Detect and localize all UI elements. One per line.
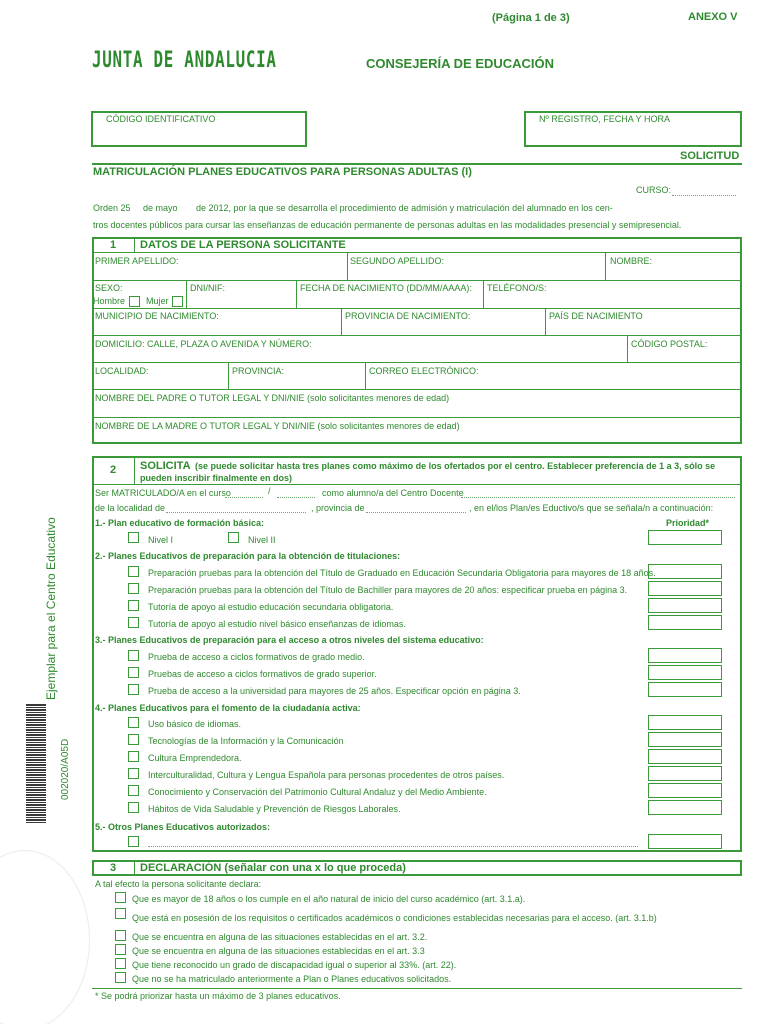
g3-item2-checkbox[interactable] (128, 667, 139, 678)
g2-item3-label: Tutoría de apoyo al estudio educación secundaria obligatoria. (148, 602, 394, 612)
page-indicator: (Página 1 de 3) (492, 12, 570, 24)
course-year-start[interactable] (225, 497, 263, 498)
priority-g4-item2[interactable] (648, 732, 722, 747)
priority-note: * Se podrá priorizar hasta un máximo de 3 planes educativos. (95, 991, 341, 1001)
decl4-checkbox[interactable] (115, 944, 126, 955)
g3-item3-label: Prueba de acceso a la universidad para mayores de 25 años. Especificar opción en página 3. (148, 686, 521, 696)
g2-item2-checkbox[interactable] (128, 583, 139, 594)
group1-title: 1.- Plan educativo de formación básica: (95, 518, 265, 528)
section3-title: DECLARACIÓN (señalar con una x lo que proceda) (140, 862, 406, 874)
decl2-checkbox[interactable] (115, 908, 126, 919)
address-label[interactable]: DOMICILIO: CALLE, PLAZA O AVENIDA Y NÚMERO: (95, 339, 312, 349)
g4-item3-label: Cultura Emprendedora. (148, 753, 242, 763)
birthdate-label[interactable]: FECHA DE NACIMIENTO (DD/MM/AAAA): (300, 283, 472, 293)
birth-province-label[interactable]: PROVINCIA DE NACIMIENTO: (345, 311, 471, 321)
level1-label: Nivel I (148, 535, 174, 545)
locality-of-label: de la localidad de (95, 503, 166, 513)
order-month: de mayo (143, 203, 178, 213)
section2-number: 2 (110, 464, 117, 476)
g5-item1-checkbox[interactable] (128, 836, 139, 847)
group5-title: 5.- Otros Planes Educativos autorizados: (95, 822, 271, 832)
section3-number: 3 (110, 862, 117, 874)
birth-municipality-label[interactable]: MUNICIPIO DE NACIMIENTO: (95, 311, 219, 321)
father-label[interactable]: NOMBRE DEL PADRE O TUTOR LEGAL Y DNI/NIE (solo solicitantes menores de edad) (95, 393, 450, 403)
g4-item4-label: Interculturalidad, Cultura y Lengua Española para personas procedentes de otros países. (148, 770, 505, 780)
decl5-label: Que tiene reconocido un grado de discapacidad igual o superior al 33%. (art. 22). (132, 960, 457, 970)
g4-item4-checkbox[interactable] (128, 768, 139, 779)
annex-label: ANEXO V (688, 11, 738, 23)
decl3-label: Que se encuentra en alguna de las situaciones establecidas en el art. 3.2. (132, 932, 428, 942)
school-locality-field[interactable] (166, 512, 306, 513)
decl3-checkbox[interactable] (115, 930, 126, 941)
level2-checkbox[interactable] (228, 532, 239, 543)
code-label: CÓDIGO IDENTIFICATIVO (106, 114, 216, 124)
decl5-checkbox[interactable] (115, 958, 126, 969)
phone-label[interactable]: TELÉFONO/S: (487, 283, 547, 293)
course-label: CURSO: (636, 185, 672, 195)
g4-item3-checkbox[interactable] (128, 751, 139, 762)
enrolled-label: Ser MATRICULADO/A en el curso (95, 488, 231, 498)
locality-label[interactable]: LOCALIDAD: (95, 366, 149, 376)
female-label: Mujer (146, 296, 169, 306)
province-label[interactable]: PROVINCIA: (232, 366, 285, 376)
g4-item2-label: Tecnologías de la Información y la Comunicación (148, 736, 344, 746)
section2-subtitle2: pueden inscribir finalmente en dos) (140, 473, 293, 483)
priority-g2-item2[interactable] (648, 581, 722, 596)
level2-label: Nivel II (248, 535, 276, 545)
course-slash: / (268, 486, 271, 496)
male-checkbox[interactable] (129, 296, 140, 307)
course-year-end[interactable] (277, 497, 315, 498)
priority-g2-item1[interactable] (648, 564, 722, 579)
form-title: MATRICULACIÓN PLANES EDUCATIVOS PARA PERSONAS ADULTAS (I) (93, 166, 472, 178)
province-of-label: , provincia de (311, 503, 365, 513)
section1-title: DATOS DE LA PERSONA SOLICITANTE (140, 239, 346, 251)
g4-item6-checkbox[interactable] (128, 802, 139, 813)
priority-g3-item2[interactable] (648, 665, 722, 680)
student-of-label: como alumno/a del Centro Docente (322, 488, 464, 498)
section1-number: 1 (110, 239, 117, 251)
g2-item3-checkbox[interactable] (128, 600, 139, 611)
decl6-checkbox[interactable] (115, 972, 126, 983)
department-title: CONSEJERÍA DE EDUCACIÓN (366, 56, 555, 71)
birth-country-label[interactable]: PAÍS DE NACIMIENTO (549, 311, 643, 321)
g2-item4-label: Tutoría de apoyo al estudio nivel básico enseñanzas de idiomas. (148, 619, 406, 629)
request-label: SOLICITUD (680, 150, 740, 162)
mother-label[interactable]: NOMBRE DE LA MADRE O TUTOR LEGAL Y DNI/NIE (solo solicitantes menores de edad) (95, 421, 460, 431)
sex-label: SEXO: (95, 283, 123, 293)
g2-item1-label: Preparación pruebas para la obtención del Título de Graduado en Educación Secundaria Obligatoria para mayores de 18 años. (148, 568, 656, 578)
first-surname-label[interactable]: PRIMER APELLIDO: (95, 256, 179, 266)
side-code: 002020/A05D (60, 738, 71, 800)
school-field[interactable] (461, 497, 735, 498)
registry-label: Nº REGISTRO, FECHA Y HORA (539, 114, 670, 124)
g3-item2-label: Pruebas de acceso a ciclos formativos de grado superior. (148, 669, 377, 679)
decl1-label: Que es mayor de 18 años o los cumple en el año natural de inicio del curso académico (art. 3.1.a). (132, 894, 526, 904)
g4-item5-label: Conocimiento y Conservación del Patrimonio Cultural Andaluz y del Medio Ambiente. (148, 787, 487, 797)
g4-item6-label: Hábitos de Vida Saludable y Prevención de Riesgos Laborales. (148, 804, 401, 814)
section2-subtitle: (se puede solicitar hasta tres planes como máximo de los ofertados por el centro. Establecer preferencia de 1 a 3, sólo se (195, 461, 716, 471)
g4-item1-label: Uso básico de idiomas. (148, 719, 242, 729)
copy-label: Ejemplar para el Centro Educativo (44, 517, 58, 700)
barcode (26, 703, 46, 823)
course-field[interactable] (672, 195, 736, 196)
g3-item1-label: Prueba de acceso a ciclos formativos de grado medio. (148, 652, 365, 662)
priority-label: Prioridad* (666, 518, 710, 528)
priority-g4-item1[interactable] (648, 715, 722, 730)
g4-item1-checkbox[interactable] (128, 717, 139, 728)
priority-g4-item5[interactable] (648, 783, 722, 798)
priority-g4-item4[interactable] (648, 766, 722, 781)
male-label: Hombre (93, 296, 126, 306)
second-surname-label[interactable]: SEGUNDO APELLIDO: (350, 256, 445, 266)
postal-code-label[interactable]: CÓDIGO POSTAL: (631, 339, 708, 349)
group4-title: 4.- Planes Educativos para el fomento de la ciudadanía activa: (95, 703, 361, 713)
priority-group1[interactable] (648, 530, 722, 545)
decl2-label: Que está en posesión de los requisitos o certificados académicos o condiciones establecidas necesarias para el acceso. (art. 3.1.b) (132, 913, 657, 923)
email-label[interactable]: CORREO ELECTRÓNICO: (369, 366, 479, 376)
group2-title: 2.- Planes Educativos de preparación para la obtención de titulaciones: (95, 551, 401, 561)
priority-g2-item3[interactable] (648, 598, 722, 613)
g4-item2-checkbox[interactable] (128, 734, 139, 745)
request-rule (92, 163, 742, 165)
female-checkbox[interactable] (172, 296, 183, 307)
seal-watermark (0, 850, 90, 1024)
group3-title: 3.- Planes Educativos de preparación para el acceso a otros niveles del sistema educativo: (95, 635, 484, 645)
order-text: Orden 25 (93, 203, 131, 213)
section2-title: SOLICITA (140, 460, 191, 472)
priority-g5-item1[interactable] (648, 834, 722, 849)
priority-g3-item3[interactable] (648, 682, 722, 697)
junta-logo: JUNTA DE ANDALUCIA (92, 48, 277, 73)
dni-label[interactable]: DNI/NIF: (190, 283, 225, 293)
school-province-field[interactable] (366, 512, 466, 513)
g2-item1-checkbox[interactable] (128, 566, 139, 577)
g3-item1-checkbox[interactable] (128, 650, 139, 661)
priority-g3-item1[interactable] (648, 648, 722, 663)
level1-checkbox[interactable] (128, 532, 139, 543)
g2-item2-label: Preparación pruebas para la obtención del Título de Bachiller para mayores de 20 años: especificar prueba en página 3. (148, 585, 628, 595)
priority-g4-item6[interactable] (648, 800, 722, 815)
decl4-label: Que se encuentra en alguna de las situaciones establecidas en el art. 3.3 (132, 946, 425, 956)
plans-label: , en el/los Plan/es Eductivo/s que se señala/n a continuación: (469, 503, 714, 513)
name-label[interactable]: NOMBRE: (610, 256, 653, 266)
g3-item3-checkbox[interactable] (128, 684, 139, 695)
declaration-intro: A tal efecto la persona solicitante declara: (95, 879, 262, 889)
decl1-checkbox[interactable] (115, 892, 126, 903)
priority-g2-item4[interactable] (648, 615, 722, 630)
order-year: de 2012, por la que se desarrolla el procedimiento de admisión y matriculación del alumnado en los cen- (196, 203, 613, 213)
order-line2: tros docentes públicos para cursar las enseñanzas de educación permanente de personas adultas en las modalidades presencial y semipresencial. (93, 220, 682, 230)
g5-other-field[interactable] (148, 846, 638, 847)
g2-item4-checkbox[interactable] (128, 617, 139, 628)
decl6-label: Que no se ha matriculado anteriormente a Plan o Planes educativos solicitados. (132, 974, 452, 984)
g4-item5-checkbox[interactable] (128, 785, 139, 796)
priority-g4-item3[interactable] (648, 749, 722, 764)
